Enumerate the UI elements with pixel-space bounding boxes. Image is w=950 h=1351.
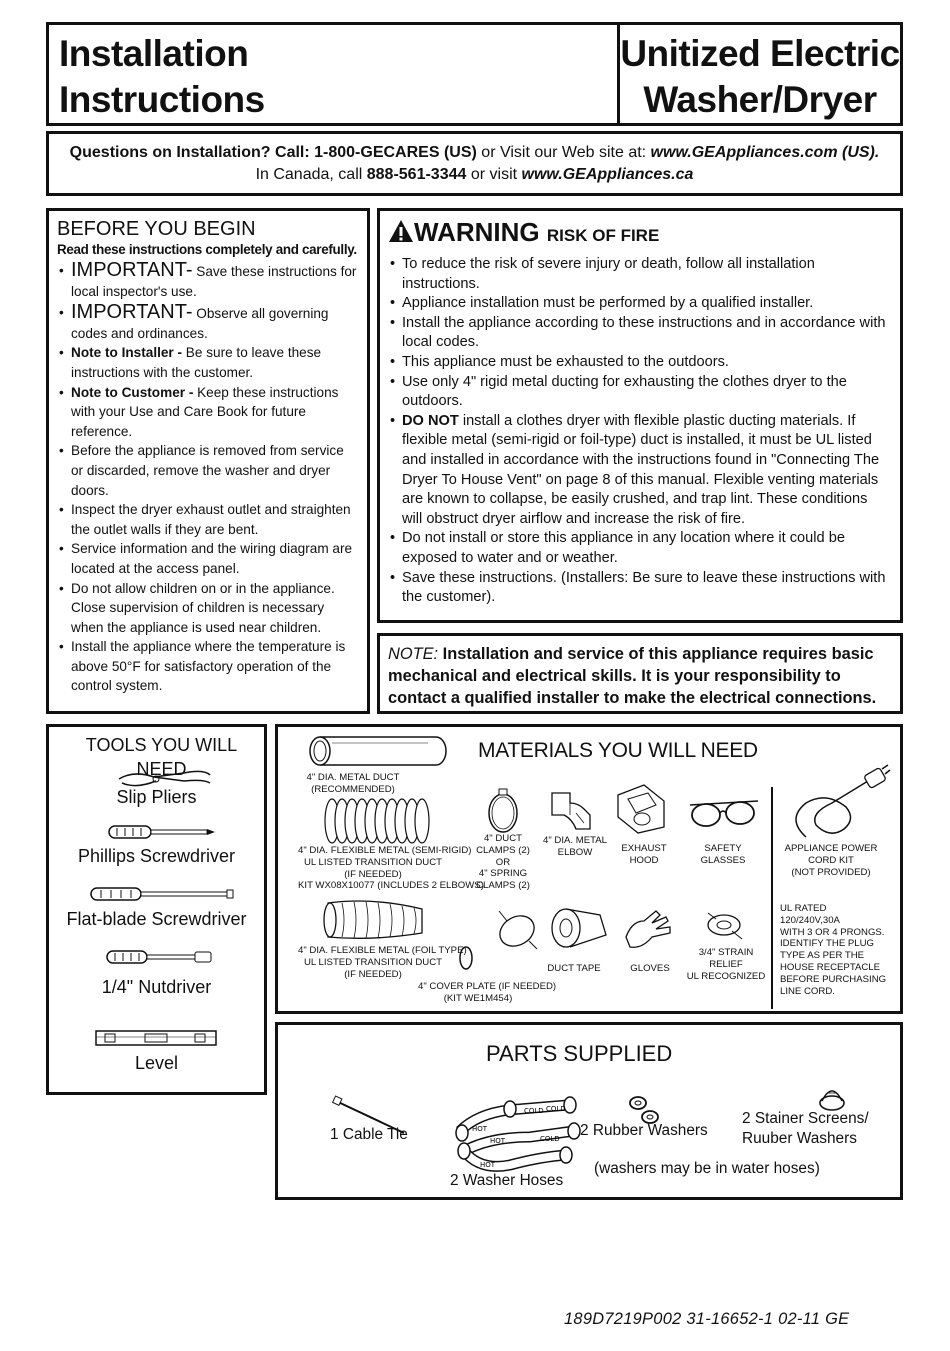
- website-us-link[interactable]: www.GEAppliances.com (US).: [650, 144, 880, 161]
- tool-label: Phillips Screwdriver: [77, 846, 236, 866]
- contact-line-us: [49, 142, 900, 164]
- washers-note: (washers may be in water hoses): [594, 1160, 820, 1177]
- label-line: 120/240V,30A: [780, 914, 840, 926]
- list-item: • Install the appliance where the temperature is above 50°F for satisfactory operation of the control system.: [57, 637, 359, 696]
- duct-tape-icon: [548, 905, 610, 951]
- section-heading: TOOLS YOU WILL NEED: [85, 735, 238, 779]
- label-line: GLASSES: [700, 854, 746, 866]
- hood-label: [614, 843, 674, 867]
- label-line: 3/4" STRAIN: [698, 947, 754, 958]
- washer-hoses-label: 2 Washer Hoses: [450, 1172, 564, 1189]
- label-line: 4" DIA. FLEXIBLE METAL (SEMI-RIGID): [298, 845, 472, 856]
- list-item: • Do not install or store this appliance in any location where it could be exposed to water and or weather.: [388, 529, 890, 568]
- level-icon: [95, 1027, 219, 1049]
- warning-list: [388, 255, 900, 608]
- flat-blade-screwdriver-icon: [89, 887, 239, 901]
- warning-section: [377, 208, 903, 623]
- contact-text: In Canada, call: [255, 166, 367, 183]
- label-line: LINE CORD.: [780, 985, 835, 997]
- hose-label-hot: HOT: [480, 1161, 496, 1169]
- tools-section: [46, 724, 267, 1095]
- warning-title: WARNING: [414, 217, 540, 247]
- section-heading: BEFORE YOU BEGIN: [57, 218, 256, 240]
- semi-rigid-duct-icon: [324, 797, 434, 845]
- list-item: [388, 412, 890, 530]
- list-item: • Save these instructions. (Installers: Be sure to leave these instructions with the customer).: [388, 569, 890, 608]
- contact-text: or Visit our Web site at:: [476, 144, 651, 161]
- important-label: IMPORTANT-: [71, 259, 193, 281]
- contact-line-canada: [49, 164, 900, 186]
- tape-label: DUCT TAPE: [547, 963, 601, 974]
- list-item: • Service information and the wiring diagram are located at the access panel.: [57, 539, 359, 578]
- label-line: EXHAUST: [621, 843, 667, 854]
- clamps-label: [468, 833, 538, 892]
- title-line-1: Installation: [59, 33, 249, 74]
- title-box: [46, 22, 620, 126]
- label-line: APPLIANCE POWER: [784, 843, 878, 854]
- before-list: [57, 261, 367, 696]
- label-line: ELBOW: [557, 846, 593, 858]
- label-line: RELIEF: [709, 958, 743, 970]
- label-line: UL LISTED TRANSITION DUCT: [303, 856, 443, 868]
- contact-text: or visit: [466, 166, 522, 183]
- hose-label-cold: COLD: [540, 1135, 560, 1143]
- cord-notes: [780, 903, 886, 997]
- duct-clamp-icon: [483, 787, 523, 835]
- label-line: UL LISTED TRANSITION DUCT: [303, 956, 443, 968]
- note-box: [377, 633, 903, 714]
- note-text: Installation and service of this appliance requires basic mechanical and electrical skills. It is your responsibility to contact a qualified installer to make the electrical connections.: [388, 645, 877, 707]
- nutdriver-icon: [105, 949, 217, 965]
- page-title: [59, 31, 265, 123]
- label-line: SAFETY: [704, 843, 742, 854]
- label-line: (IF NEEDED): [344, 868, 402, 880]
- section-subheading: Read these instructions completely and carefully.: [57, 242, 357, 257]
- semi-rigid-duct-label: [298, 845, 484, 892]
- section-heading: MATERIALS YOU WILL NEED: [478, 739, 758, 762]
- list-text: Save these instructions for local inspector's use.: [71, 264, 357, 299]
- exhaust-hood-icon: [614, 783, 668, 835]
- phillips-screwdriver-icon: [107, 825, 217, 839]
- cable-tie-label: 1 Cable Tie: [330, 1126, 408, 1143]
- label-line: (RECOMMENDED): [311, 783, 395, 795]
- metal-elbow-icon: [548, 789, 592, 833]
- foil-duct-icon: [322, 899, 432, 941]
- tool-label: 1/4" Nutdriver: [101, 977, 212, 997]
- list-item: • Inspect the dryer exhaust outlet and straighten the outlet walls if they are bent.: [57, 500, 359, 539]
- safety-glasses-icon: [688, 797, 760, 833]
- label-line: HOOD: [629, 854, 659, 866]
- list-item: [57, 343, 359, 382]
- label-line: OR: [495, 856, 511, 868]
- rubber-washers-label: 2 Rubber Washers: [580, 1122, 708, 1139]
- tool-label: Flat-blade Screwdriver: [66, 909, 247, 929]
- product-title-box: [617, 22, 903, 126]
- list-item: • This appliance must be exhausted to the outdoors.: [388, 353, 890, 373]
- label-line: (NOT PROVIDED): [791, 866, 871, 878]
- list-text: Observe all governing codes and ordinances.: [71, 306, 329, 341]
- label-line: KIT WX08X10077 (INCLUDES 2 ELBOWS): [298, 880, 484, 892]
- hose-label-cold: COLD: [546, 1105, 566, 1113]
- strain-relief-label: [686, 947, 766, 982]
- label-line: 4" SPRING: [478, 868, 528, 880]
- label-line: WITH 3 OR 4 PRONGS.: [780, 926, 885, 938]
- label-line: TYPE AS PER THE: [780, 950, 865, 962]
- divider: [771, 787, 773, 1009]
- strain-relief-icon: [702, 907, 748, 943]
- list-item: • Use only 4" rigid metal ducting for exhausting the clothes dryer to the outdoors.: [388, 373, 890, 412]
- list-item: • Appliance installation must be performed by a qualified installer.: [388, 294, 890, 314]
- product-title: [620, 31, 900, 123]
- list-item: • Before the appliance is removed from service or discarded, remove the washer and dryer doors.: [57, 441, 359, 500]
- strainer-label: [742, 1109, 869, 1149]
- hose-label-hot: HOT: [490, 1137, 506, 1145]
- hose-label-cold: COLD: [524, 1107, 544, 1115]
- contact-box: [46, 131, 903, 196]
- cover-plate-label: [418, 981, 557, 1005]
- tool-label: Slip Pliers: [116, 787, 197, 807]
- note-label: NOTE:: [388, 645, 439, 663]
- label-line: (KIT WE1M454): [443, 992, 513, 1004]
- label-line: (IF NEEDED): [344, 968, 402, 980]
- parts-section: [275, 1022, 903, 1200]
- list-item: • To reduce the risk of severe injury or death, follow all installation instructions.: [388, 255, 890, 294]
- note-label: Note to Customer -: [71, 384, 194, 400]
- label-line: 2 Stainer Screens/: [742, 1110, 869, 1127]
- risk-of-fire: RISK OF FIRE: [546, 226, 660, 245]
- gloves-icon: [622, 907, 678, 953]
- label-line: 4" DUCT: [483, 833, 523, 844]
- label-line: IDENTIFY THE PLUG: [780, 938, 875, 950]
- label-line: HOUSE RECEPTACLE: [780, 961, 881, 973]
- list-item: • Do not allow children on or in the appliance. Close supervision of children is necessary when the appliance is used near children.: [57, 579, 359, 638]
- list-text: install a clothes dryer with flexible plastic ducting materials. If flexible metal (semi-rigid or foil-type) duct is installed, it must be UL listed and installed in accordance with the instructions found in "Connecting The Dryer To House Vent" on page 8 of this manual. Flexible venting materials are known to collapse, be easily crushed, and trap lint. These conditions will obstruct dryer airflow and increase the risk of fire.: [402, 412, 880, 527]
- gloves-label: GLOVES: [630, 963, 670, 974]
- product-title-line-2: Washer/Dryer: [643, 79, 877, 120]
- title-line-2: Instructions: [59, 79, 265, 120]
- foil-duct-label: [298, 945, 467, 980]
- metal-duct-icon: [308, 735, 448, 767]
- document-code-footer: 189D7219P002 31-16652-1 02-11 GE: [564, 1310, 850, 1328]
- label-line: Ruuber Washers: [742, 1130, 857, 1147]
- warning-triangle-icon: [388, 219, 414, 243]
- before-you-begin-section: [46, 208, 370, 714]
- product-title-line-1: Unitized Electric: [620, 33, 900, 74]
- do-not-label: DO NOT: [402, 412, 459, 429]
- label-line: 4" DIA. METAL DUCT: [306, 772, 400, 783]
- label-line: 4" COVER PLATE (IF NEEDED): [418, 981, 557, 992]
- important-label: IMPORTANT-: [71, 301, 193, 324]
- label-line: 4" DIA. FLEXIBLE METAL (FOIL TYPE): [298, 945, 467, 956]
- washer-hoses-icon: [450, 1091, 590, 1175]
- power-cord-icon: [786, 767, 890, 843]
- glasses-label: [688, 843, 758, 867]
- note-label: Note to Installer -: [71, 345, 183, 361]
- list-item: [57, 303, 359, 343]
- label-line: UL RATED: [780, 903, 827, 914]
- warning-heading: [388, 217, 900, 251]
- list-item: • Install the appliance according to these instructions and in accordance with local codes.: [388, 314, 890, 353]
- metal-duct-label: [303, 772, 403, 796]
- label-line: CLAMPS (2): [476, 844, 530, 856]
- label-line: 4" DIA. METAL: [542, 835, 607, 846]
- cord-label: [778, 843, 884, 878]
- list-item: [57, 383, 359, 442]
- list-text: Be sure to leave these instructions with the customer.: [71, 345, 322, 380]
- label-line: CORD KIT: [808, 854, 854, 866]
- list-item: [57, 261, 359, 301]
- website-canada-link[interactable]: www.GEAppliances.ca: [521, 166, 694, 183]
- list-text: Keep these instructions with your Use and Care Book for future reference.: [71, 384, 339, 439]
- phone-us: Questions on Installation? Call: 1-800-GECARES (US): [69, 144, 477, 161]
- section-heading: PARTS SUPPLIED: [486, 1041, 673, 1066]
- cover-plate-icon: [458, 945, 474, 971]
- label-line: BEFORE PURCHASING: [780, 973, 887, 985]
- elbow-label: [540, 835, 610, 859]
- materials-section: [275, 724, 903, 1014]
- label-line: UL RECOGNIZED: [686, 970, 766, 982]
- tool-label: Level: [134, 1053, 179, 1073]
- hose-label-hot: HOT: [472, 1125, 488, 1133]
- label-line: CLAMPS (2): [476, 880, 530, 892]
- spring-clamp-icon: [493, 907, 543, 953]
- phone-canada: 888-561-3344: [366, 166, 467, 183]
